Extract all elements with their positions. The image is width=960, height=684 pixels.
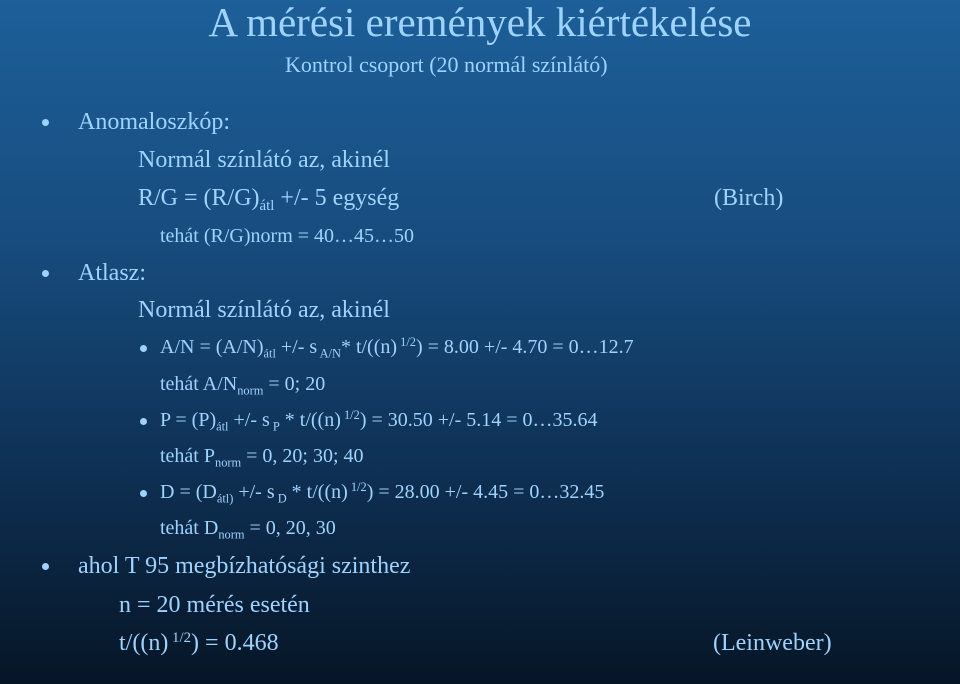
n-line: n = 20 mérés esetén xyxy=(119,592,310,618)
an-norm-b: = 0; 20 xyxy=(263,373,326,395)
d-formula-sub-d: D xyxy=(274,491,287,506)
t-line-a: t/((n) xyxy=(119,630,169,656)
bullet-dot xyxy=(140,490,147,497)
bullet-dot xyxy=(140,345,147,352)
p-norm-a: tehát P xyxy=(160,445,215,467)
anomaloscope-heading: Anomaloszkóp: xyxy=(78,109,230,135)
stats-heading: ahol T 95 megbízhatósági szinthez xyxy=(78,553,411,579)
birch-reference: (Birch) xyxy=(714,185,784,211)
an-formula-sup: 1/2 xyxy=(397,335,416,350)
t-line-b: ) = 0.468 xyxy=(191,630,279,656)
rg-formula-prefix: R/G = (R/G) xyxy=(138,185,260,211)
d-norm-a: tehát D xyxy=(160,517,219,539)
d-formula-c: * t/((n) xyxy=(286,481,348,503)
t-line xyxy=(119,629,279,657)
an-formula-b: +/- s xyxy=(275,336,318,358)
an-norm-sub: norm xyxy=(237,383,264,398)
p-formula-sub-atl: átl xyxy=(216,419,229,434)
d-formula xyxy=(160,478,604,506)
rg-formula-sub: átl xyxy=(259,198,275,215)
rg-norm: tehát (R/G)norm = 40…45…50 xyxy=(160,225,415,247)
an-formula-a: A/N = (A/N) xyxy=(160,336,264,358)
bullet-dot xyxy=(42,270,49,277)
p-formula-sub-p: P xyxy=(269,419,280,434)
rg-formula xyxy=(138,184,400,215)
p-norm xyxy=(160,442,364,470)
bullet-dot xyxy=(140,418,147,425)
p-formula-a: P = (P) xyxy=(160,409,217,431)
anomaloscope-line1: Normál színlátó az, akinél xyxy=(138,147,390,173)
an-formula-sub-atl: átl xyxy=(263,346,276,361)
an-formula-c: * t/((n) xyxy=(340,336,398,358)
an-formula-sub-an: A/N xyxy=(317,346,341,361)
slide-subtitle: Kontrol csoport (20 normál színlátó) xyxy=(285,52,608,77)
d-formula-b: +/- s xyxy=(233,481,275,503)
d-formula-a: D = (D xyxy=(160,481,217,503)
slide-title: A mérési eremények kiértékelése xyxy=(208,0,752,45)
p-formula xyxy=(160,406,598,434)
p-norm-sub: norm xyxy=(215,455,242,470)
p-formula-sup: 1/2 xyxy=(340,408,360,423)
leinweber-reference: (Leinweber) xyxy=(713,630,832,656)
d-norm-b: = 0, 20, 30 xyxy=(244,517,336,539)
p-formula-c: * t/((n) xyxy=(279,409,341,431)
p-norm-b: = 0, 20; 30; 40 xyxy=(241,445,364,467)
t-line-sup: 1/2 xyxy=(168,629,192,646)
d-formula-d: ) = 28.00 +/- 4.45 = 0…32.45 xyxy=(366,481,605,503)
atlas-line1: Normál színlátó az, akinél xyxy=(138,297,390,323)
d-formula-sub-atl: átl) xyxy=(216,491,234,506)
d-formula-sup: 1/2 xyxy=(347,480,367,495)
atlas-heading: Atlasz: xyxy=(78,260,146,286)
an-formula-d: ) = 8.00 +/- 4.70 = 0…12.7 xyxy=(415,336,634,358)
rg-formula-suffix: +/- 5 egység xyxy=(280,185,400,211)
d-norm xyxy=(160,514,336,542)
an-formula xyxy=(160,333,634,361)
d-norm-sub: norm xyxy=(218,527,245,542)
bullet-dot xyxy=(42,563,49,570)
p-formula-d: ) = 30.50 +/- 5.14 = 0…35.64 xyxy=(359,409,598,431)
an-norm xyxy=(160,370,325,398)
an-norm-a: tehát A/N xyxy=(160,373,238,395)
p-formula-b: +/- s xyxy=(228,409,270,431)
bullet-dot xyxy=(42,119,49,126)
